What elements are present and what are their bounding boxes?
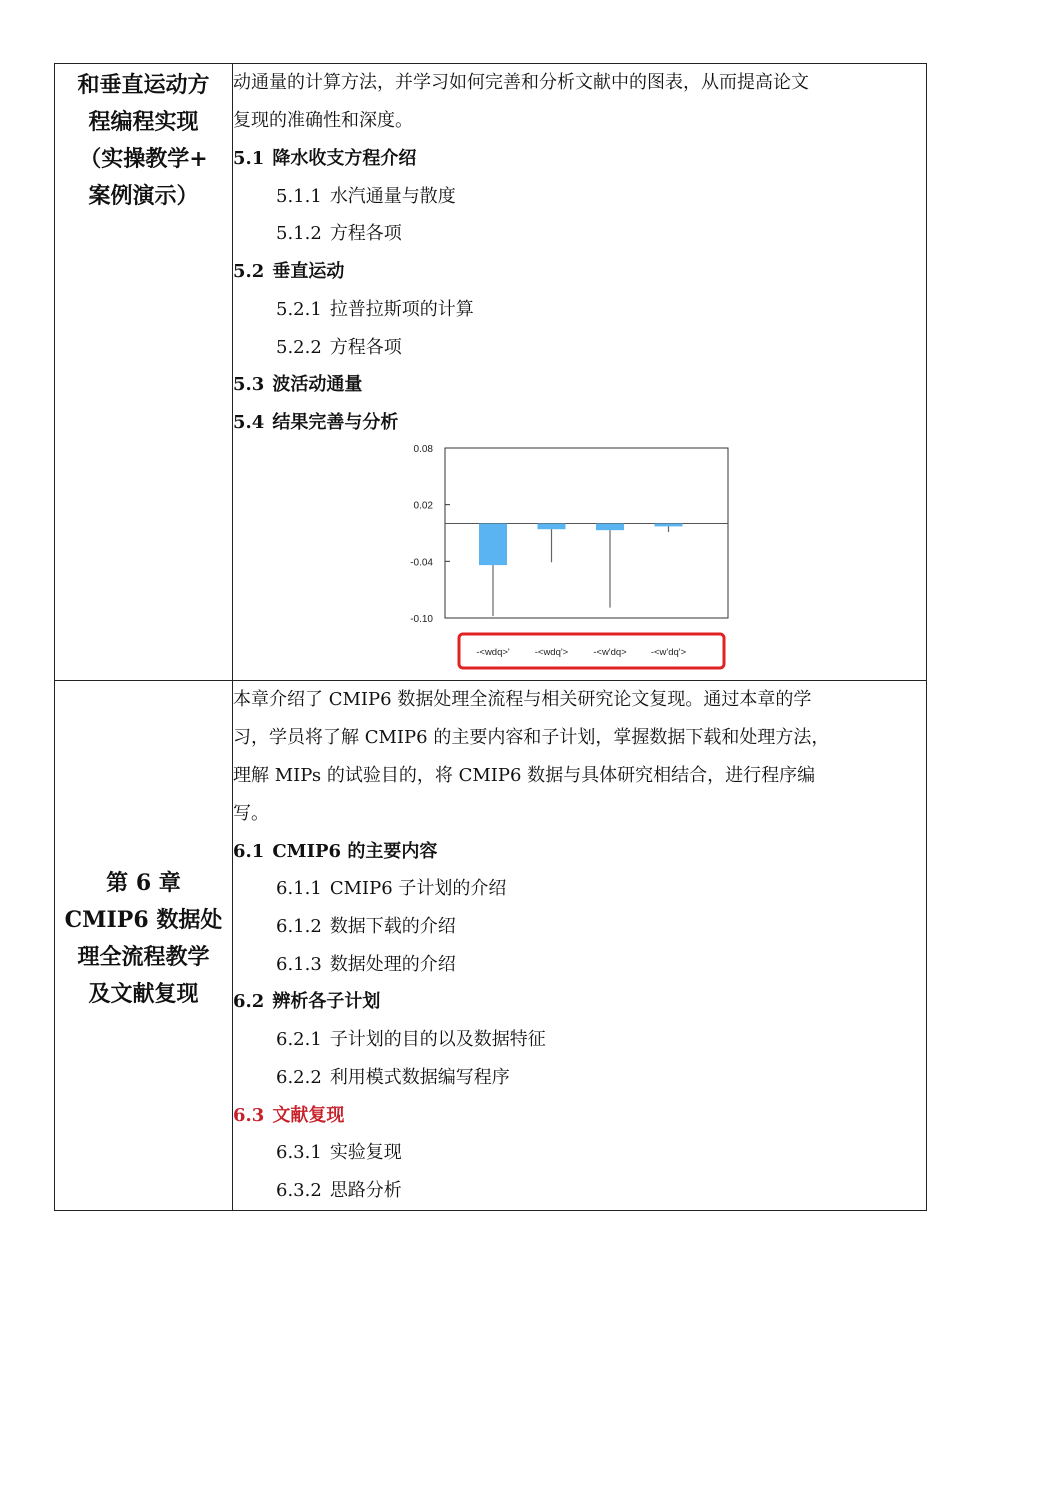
chapter-content-cell [233,680,927,1210]
subsection-number: 5.2.2 [276,336,322,358]
subsection-title: 实验复现 [329,1142,402,1164]
x-tick-label: -<wdq>' [476,646,510,658]
subsection-title: 思路分析 [329,1179,402,1201]
bar-chart-figure [233,442,926,680]
intro-line: 复现的准确性和深度。 [233,110,413,131]
subsection-title: 水汽通量与散度 [329,185,456,207]
subsection-5-2-2 [233,329,926,367]
subsection-number: 5.1.2 [276,223,322,245]
section-number: 5.4 [233,411,265,433]
section-title: 辨析各子计划 [272,991,381,1013]
section-number: 5.1 [233,148,265,169]
subsection-number: 6.3.1 [276,1142,322,1164]
intro-line: 动通量的计算方法，并学习如何完善和分析文献中的图表，从而提高论文 [233,72,809,93]
chapter-title-line: CMIP6 数据处 [64,906,223,933]
section-title: 文献复现 [272,1104,345,1126]
section-5-2 [233,253,926,291]
section-5-1 [233,140,926,178]
intro-line: 本章介绍了 CMIP6 数据处理全流程与相关研究论文复现。通过本章的学 [233,688,812,710]
subsection-number: 6.1.2 [276,916,322,938]
table-row-chapter-6 [55,680,927,1210]
x-tick-label: -<wdq'> [534,646,569,658]
chapter-content-cell [233,64,927,681]
bar [538,523,566,529]
subsection-5-1-1 [233,178,926,216]
subsection-6-1-2 [233,908,926,946]
chapter-title-line: （实操教学+ [79,146,208,172]
chapter-intro [233,64,926,140]
subsection-6-2-1 [233,1021,926,1059]
chapter-5-title [55,64,232,215]
subsection-number: 6.1.3 [276,953,322,975]
chapter-intro [233,681,926,833]
x-tick-label: -<w'dq> [593,646,627,658]
chapter-title-line: 和垂直运动方 [77,72,210,98]
subsection-number: 6.2.1 [276,1029,322,1051]
subsection-title: 数据处理的介绍 [329,953,456,975]
subsection-6-1-1 [233,870,926,908]
subsection-title: 方程各项 [329,336,402,358]
table-row-chapter-5 [55,64,927,681]
section-number: 6.3 [233,1104,265,1126]
chapter-title-cell [55,680,233,1210]
chapter-title-line: 程编程实现 [88,109,199,135]
intro-line: 习，学员将了解 CMIP6 的主要内容和子计划，掌握数据下载和处理方法， [233,726,830,748]
subsection-6-3-2 [233,1172,926,1210]
section-title: 波活动通量 [272,374,363,396]
subsection-number: 5.1.1 [276,185,322,207]
subsection-title: 拉普拉斯项的计算 [329,298,474,320]
subsection-6-3-1 [233,1134,926,1172]
y-tick-label: -0.04 [410,556,433,568]
section-title: 结果完善与分析 [272,411,399,433]
section-number: 5.2 [233,261,265,283]
chapter-title-line: 案例演示） [88,183,199,209]
section-6-3 [233,1097,926,1135]
bar [655,523,683,526]
subsection-title: 利用模式数据编写程序 [329,1066,510,1088]
chapter-title-line: 及文献复现 [88,980,199,1007]
subsection-6-2-2 [233,1059,926,1097]
section-title: CMIP6 的主要内容 [272,840,438,862]
chapter-title-line: 第 6 章 [106,869,181,896]
section-title: 降水收支方程介绍 [272,148,417,169]
y-tick-label: 0.08 [413,443,433,455]
bar-chart [383,444,743,676]
chapter-title-line: 理全流程教学 [77,943,210,970]
subsection-number: 6.3.2 [276,1179,322,1201]
section-6-2 [233,983,926,1021]
bar [596,523,624,530]
subsection-title: CMIP6 子计划的介绍 [329,878,507,900]
y-tick-label: -0.10 [410,613,433,625]
bar [479,523,507,565]
intro-line: 理解 MIPs 的试验目的，将 CMIP6 数据与具体研究相结合，进行程序编 [233,764,816,786]
subsection-6-1-3 [233,946,926,984]
course-table [54,63,927,1211]
section-number: 6.1 [233,840,265,862]
subsection-number: 6.2.2 [276,1066,322,1088]
subsection-title: 方程各项 [329,223,402,245]
chapter-title-cell [55,64,233,681]
subsection-number: 5.2.1 [276,298,322,320]
section-number: 6.2 [233,991,265,1013]
subsection-title: 子计划的目的以及数据特征 [329,1029,546,1051]
subsection-title: 数据下载的介绍 [329,916,456,938]
section-title: 垂直运动 [272,261,345,283]
subsection-5-1-2 [233,215,926,253]
section-number: 5.3 [233,374,265,396]
y-tick-label: 0.02 [413,500,433,512]
x-tick-label: -<w'dq'> [650,646,687,658]
subsection-number: 6.1.1 [276,878,322,900]
section-5-4 [233,404,926,442]
chapter-6-title [55,681,232,1013]
section-5-3 [233,366,926,404]
subsection-5-2-1 [233,291,926,329]
intro-line: 写。 [233,802,269,824]
section-6-1 [233,833,926,871]
